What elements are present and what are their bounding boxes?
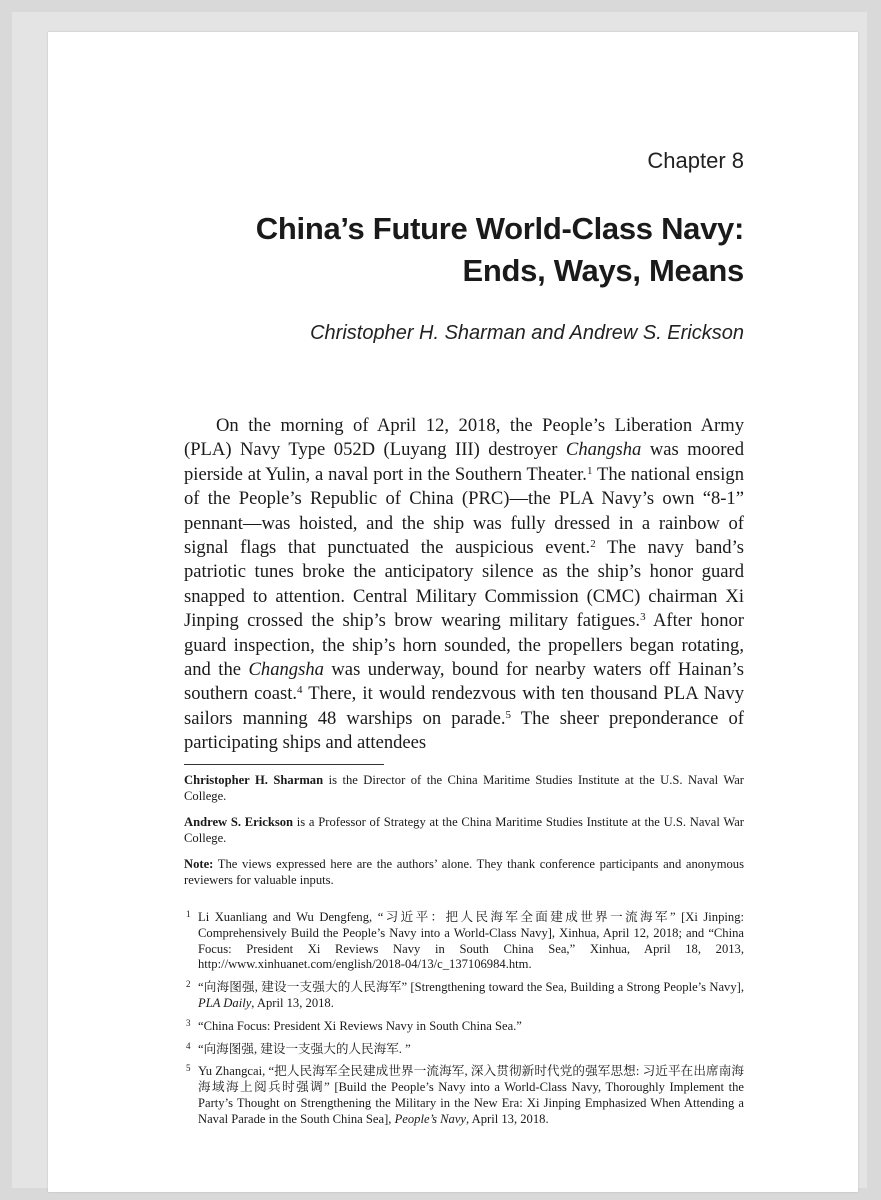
author-note [184,772,744,804]
note-text: The views expressed here are the authors’ alone. They thank conference participants and anonymous reviewers for valuable inputs. [184,857,744,887]
footnote-number: 4 [186,1040,191,1051]
footnote [184,910,744,973]
chapter-authors: Christopher H. Sharman and Andrew S. Erickson [310,322,744,344]
footnote-text: Yu Zhangcai, “把人民海军全民建成世界一流海军, 深入贯彻新时代党的强军思想: 习近平在出席南海海域海上阅兵时强调” [Build the People’s Navy into a World-Class Navy, Thoroughly Implement the Party’s Thought on Strengthening the Military in the New Era: Xi Jinping Emphasized When Attending a Naval Parade in the South China Sea], [198,1064,744,1126]
publication-name: PLA Daily [198,995,252,1010]
author-note-text: is a Professor of Strategy at the China Maritime Studies Institute at the U.S. Naval War College. [184,815,744,845]
footnote-ref[interactable]: 5 [505,708,511,721]
footnote-text: Li Xuanliang and Wu Dengfeng, “习近平：把人民海军全面建成世界一流海军” [Xi Jinping: Comprehensively Build the People’s Navy into a World-Class Navy], Xinhua, April 12, 2018; and “China Focus: President Xi Reviews Navy in South China Sea,” Xinhua, April 18, 2013, http://www.xinhuanet.com/english/2018-04/13/c_137106984.htm. [198,910,744,972]
body-text-segment: After honor guard inspection, the ship’s horn sounded, the propellers began rotating, and the [184,610,744,681]
footnote-text: , April 13, 2018. [466,1111,549,1126]
footnote-text: “向海图强, 建设一支强大的人民海军” [Strengthening toward the Sea, Building a Strong People’s Navy], [198,980,744,995]
body-paragraph [184,414,744,756]
chapter-title-line-2: Ends, Ways, Means [462,253,744,288]
footnote-text: , April 13, 2018. [251,995,334,1010]
footnote-number: 5 [186,1063,191,1074]
author-note-text: is the Director of the China Maritime Studies Institute at the U.S. Naval War College. [184,773,744,803]
footnote [184,1019,744,1035]
ship-name: Changsha [565,439,642,461]
body-text-segment: The sheer preponderance of participating ships and attendees [184,707,744,754]
footnote-text: “向海图强, 建设一支强大的人民海军. ” [198,1041,411,1056]
author-note-name: Christopher H. Sharman [184,773,324,787]
author-note [184,814,744,846]
author-note-name: Andrew S. Erickson [184,815,294,829]
body-text-segment: There, it would rendezvous with ten thousand PLA Navy sailors manning 48 warships on parade. [184,683,744,729]
chapter-title [144,208,744,292]
footnote [184,980,744,1012]
footnote [184,1064,744,1127]
body-text-segment: The national ensign of the People’s Republic of China (PRC)—the PLA Navy’s own “8-1” pennant—was hoisted, and the ship was fully dressed in a rainbow of signal flags that punctuated the auspicious event. [184,463,744,559]
chapter-label: Chapter 8 [647,148,744,173]
note-label: Note: [184,857,214,871]
body-text-segment: was underway, bound for nearby waters off Hainan’s southern coast. [184,659,745,705]
footnote-ref[interactable]: 1 [586,464,593,477]
footnote [184,1042,744,1058]
page-frame [12,12,867,1188]
footnote-divider [184,764,384,765]
publication-name: People’s Navy [394,1111,467,1126]
footnote-number: 1 [186,909,191,919]
body-text-segment: was moored pierside at Yulin, a naval port in the Southern Theater. [184,439,745,485]
footnote-ref[interactable]: 4 [297,684,303,697]
footnote-ref[interactable]: 3 [640,611,646,624]
acknowledgment-note [184,856,744,888]
document-page [48,32,858,1192]
body-text-segment: The navy band’s patriotic tunes broke the anticipatory silence as the ship’s honor guard snapped to attention. Central Military Commission (CMC) chairman Xi Jinping crossed the ship’s brow wearing military fatigues. [184,537,744,632]
footnote-ref[interactable]: 2 [590,538,596,551]
footnote-text: “China Focus: President Xi Reviews Navy in South China Sea.” [198,1018,522,1033]
footnote-number: 2 [186,979,191,990]
author-notes [184,772,744,898]
ship-name: Changsha [248,659,324,681]
footnote-number: 3 [186,1017,191,1028]
chapter-title-line-1: China’s Future World-Class Navy: [255,211,744,246]
footnotes [184,910,744,1135]
body-text-segment: On the morning of April 12, 2018, the People’s Liberation Army (PLA) Navy Type 052D (Luyang III) destroyer [184,415,744,461]
